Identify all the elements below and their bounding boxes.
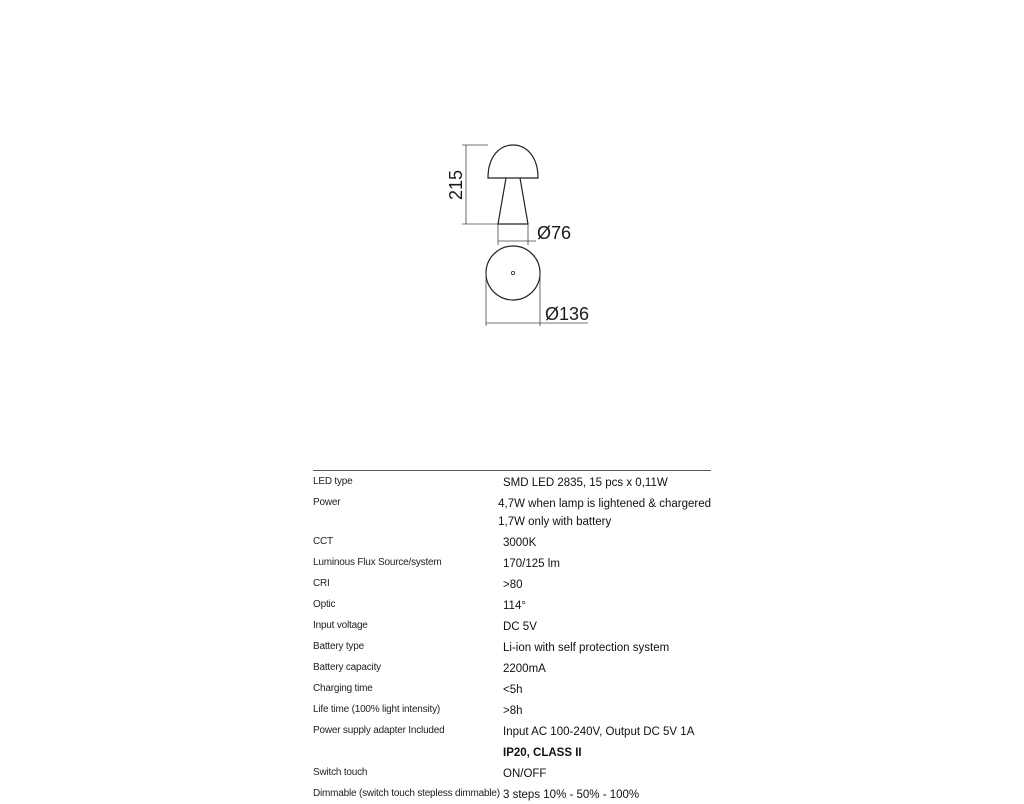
spec-row [313, 639, 711, 657]
spec-value-line: Input AC 100-240V, Output DC 5V 1A [503, 726, 695, 738]
spec-value [503, 597, 711, 615]
height-dim-label: 215 [446, 169, 466, 201]
spec-value [503, 639, 711, 657]
spec-value-line: 114° [503, 600, 526, 612]
spec-label: CRI [313, 578, 330, 589]
spec-row [313, 474, 711, 492]
spec-value [503, 534, 711, 552]
spec-value-line: 3000K [503, 537, 537, 549]
spec-row [313, 618, 711, 636]
spec-label: Battery type [313, 641, 364, 652]
spec-value [503, 576, 711, 594]
spec-value-line: 1,7W only with battery [498, 516, 612, 528]
spec-value-line: 4,7W when lamp is lightened & chargered [498, 498, 711, 510]
spec-row [313, 681, 711, 699]
spec-label: Dimmable (switch touch stepless dimmable) [313, 788, 500, 799]
spec-row [313, 660, 711, 678]
spec-label: Luminous Flux Source/system [313, 557, 442, 568]
spec-value [503, 660, 711, 678]
spec-row [313, 534, 711, 552]
spec-label: Battery capacity [313, 662, 381, 673]
spec-value [503, 681, 711, 699]
spec-label: Optic [313, 599, 336, 610]
shade-diameter-label: Ø136 [545, 304, 590, 324]
spec-row [313, 786, 711, 804]
lamp-top-center [511, 271, 514, 274]
spec-row [313, 744, 711, 762]
spec-label: LED type [313, 476, 353, 487]
lamp-base-side [498, 178, 528, 224]
base-diameter-label: Ø76 [537, 223, 572, 243]
spec-label: Power supply adapter Included [313, 725, 445, 736]
spec-value-line: 170/125 lm [503, 558, 560, 570]
spec-value-line: 3 steps 10% - 50% - 100% [503, 789, 640, 801]
spec-label: Life time (100% light intensity) [313, 704, 440, 715]
spec-value [498, 495, 711, 531]
spec-value-line: ON/OFF [503, 768, 547, 780]
spec-value-line: SMD LED 2835, 15 pcs x 0,11W [503, 477, 668, 489]
spec-value [503, 618, 711, 636]
spec-value-line: 2200mA [503, 663, 546, 675]
spec-row [313, 597, 711, 615]
spec-value [503, 723, 711, 741]
spec-label: Power [313, 497, 341, 508]
spec-value-line: DC 5V [503, 621, 537, 633]
spec-value [503, 555, 711, 573]
spec-row [313, 702, 711, 720]
spec-value [503, 474, 711, 492]
spec-label: Switch touch [313, 767, 368, 778]
base-diameter-dimension [498, 224, 536, 245]
spec-row [313, 555, 711, 573]
spec-row [313, 495, 711, 531]
spec-value-line: >80 [503, 579, 523, 591]
lamp-shade-side [488, 145, 538, 178]
spec-value-line: <5h [503, 684, 523, 696]
spec-value-line: Li-ion with self protection system [503, 642, 670, 654]
spec-row [313, 723, 711, 741]
spec-label: Input voltage [313, 620, 368, 631]
spec-label: Charging time [313, 683, 373, 694]
specification-table [313, 470, 711, 804]
spec-value [503, 786, 711, 804]
spec-row [313, 576, 711, 594]
spec-value [503, 702, 711, 720]
spec-label: CCT [313, 536, 333, 547]
spec-value-line: IP20, CLASS II [503, 747, 582, 759]
spec-value-line: >8h [503, 705, 523, 717]
spec-value [503, 744, 711, 762]
lamp-top-view [486, 246, 540, 300]
